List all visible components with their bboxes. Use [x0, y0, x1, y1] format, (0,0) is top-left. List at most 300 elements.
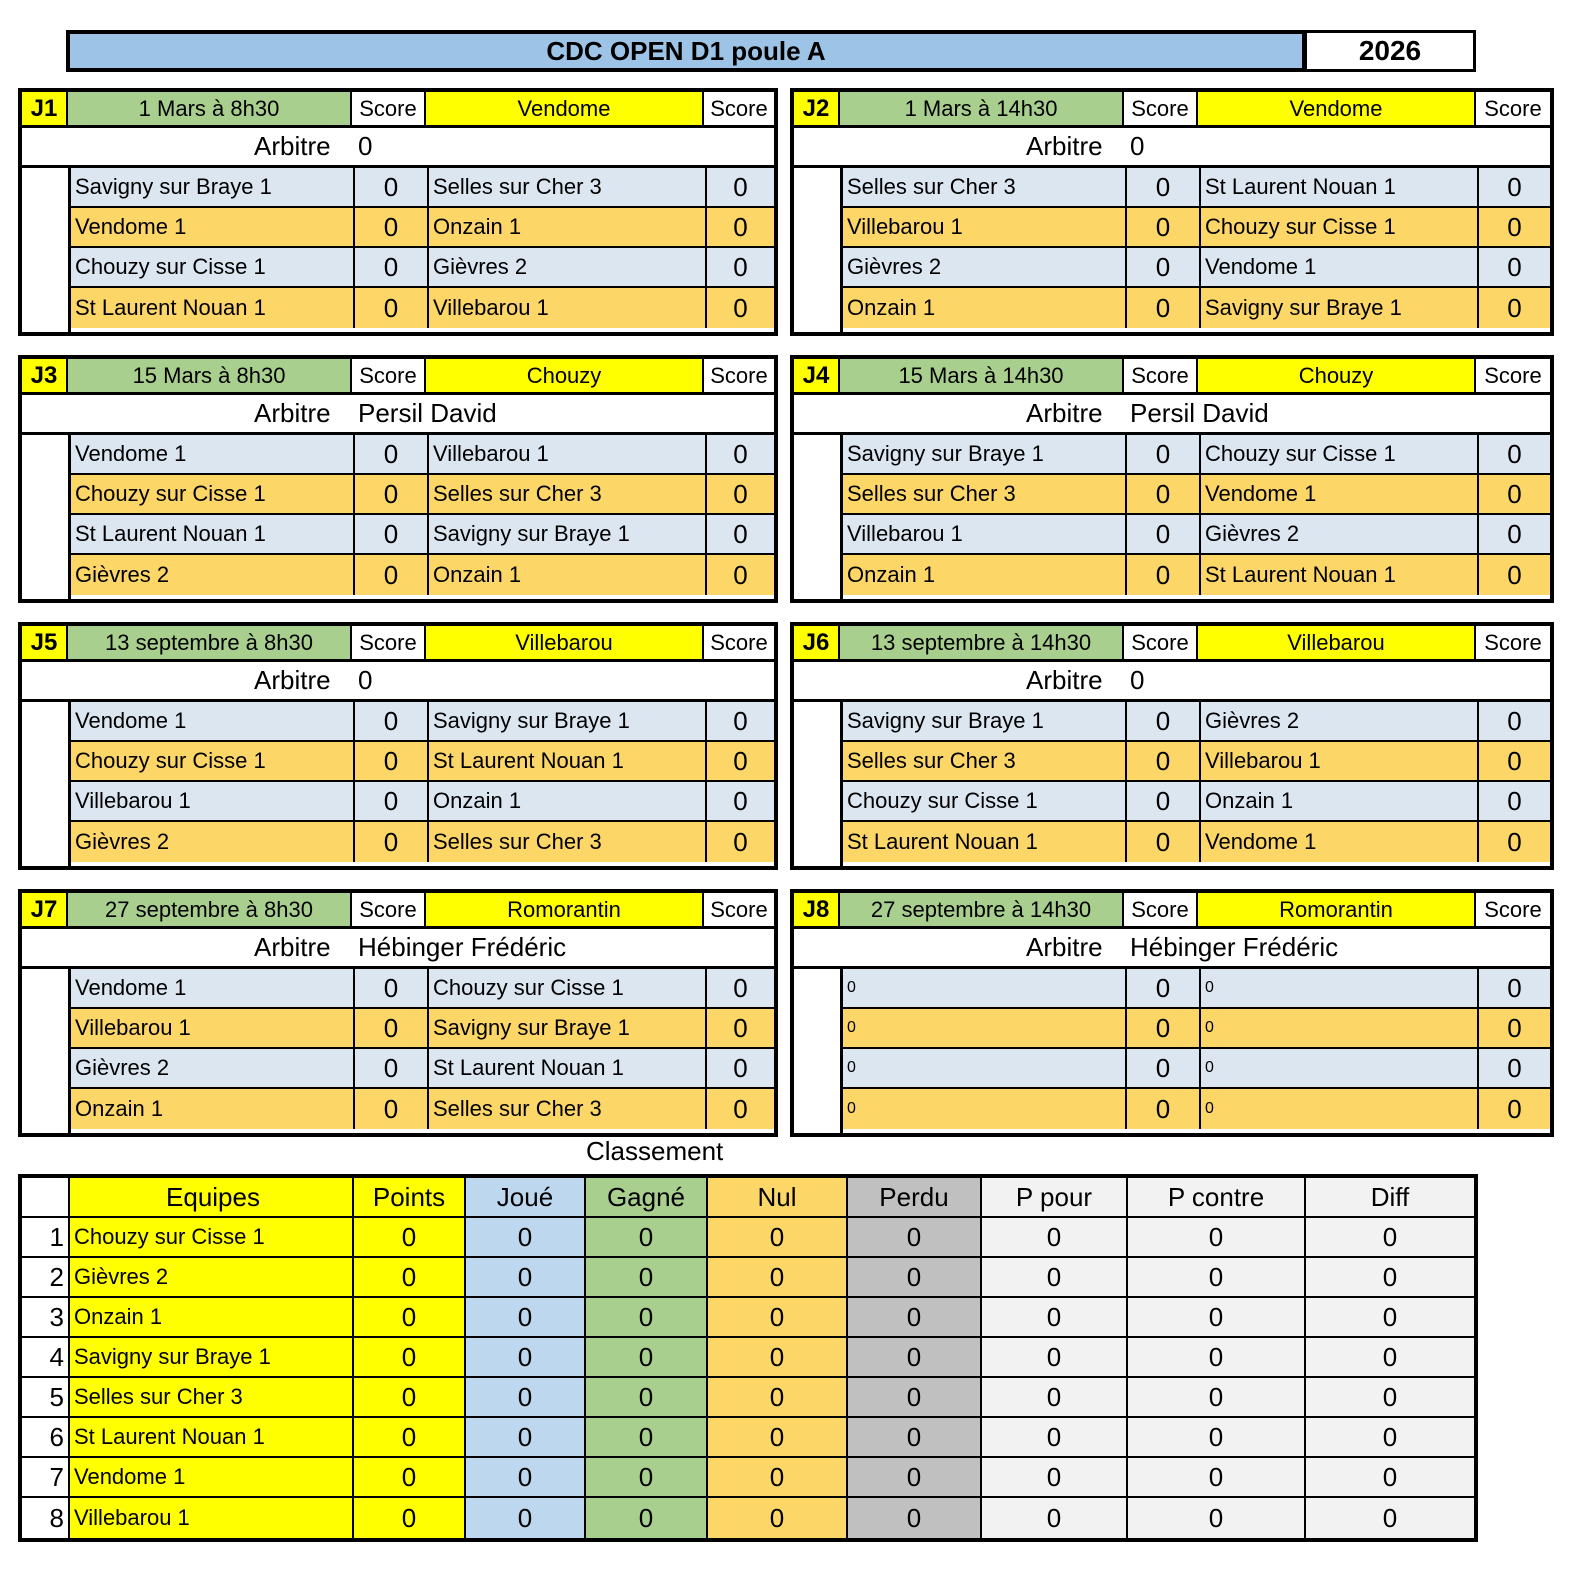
- arbitre-row: [794, 128, 1550, 168]
- rank-cell: 3: [22, 1298, 70, 1336]
- diff-cell: 0: [1306, 1298, 1474, 1336]
- score-header: Score: [352, 626, 426, 659]
- away-score: 0: [707, 1089, 774, 1129]
- home-team: Onzain 1: [71, 1089, 355, 1129]
- rank-cell: 6: [22, 1418, 70, 1456]
- match-row: [71, 1089, 774, 1129]
- home-score: 0: [1127, 435, 1201, 473]
- away-score: 0: [707, 515, 774, 553]
- gagne-cell: 0: [586, 1258, 708, 1296]
- day-number: J4: [794, 359, 840, 392]
- diff-cell: 0: [1306, 1378, 1474, 1416]
- score-header: Score: [704, 92, 774, 125]
- day-venue: Chouzy: [1198, 359, 1476, 392]
- gagne-cell: 0: [586, 1218, 708, 1256]
- col-header-p-contre: P contre: [1128, 1178, 1306, 1216]
- match-day-header: [794, 359, 1550, 395]
- score-header: Score: [1476, 893, 1550, 926]
- match-row: [843, 702, 1550, 742]
- nul-cell: 0: [708, 1338, 848, 1376]
- p-pour-cell: 0: [982, 1458, 1128, 1496]
- match-row: [71, 782, 774, 822]
- match-row: [71, 1009, 774, 1049]
- home-score: 0: [355, 248, 429, 286]
- arbitre-name: Hébinger Frédéric: [1130, 932, 1339, 962]
- standings-row: [22, 1498, 1474, 1538]
- away-team: Gièvres 2: [1201, 515, 1479, 553]
- matches-list: [68, 168, 774, 332]
- away-score: 0: [1479, 782, 1550, 820]
- score-header: Score: [704, 626, 774, 659]
- score-header: Score: [1476, 92, 1550, 125]
- p-contre-cell: 0: [1128, 1298, 1306, 1336]
- match-row: [843, 1089, 1550, 1129]
- rank-cell: 4: [22, 1338, 70, 1376]
- match-day-header: [794, 893, 1550, 929]
- home-score: 0: [355, 555, 429, 595]
- col-header-diff: Diff: [1306, 1178, 1474, 1216]
- away-team: Onzain 1: [429, 555, 707, 595]
- home-team: Selles sur Cher 3: [843, 742, 1127, 780]
- col-header-nul: Nul: [708, 1178, 848, 1216]
- match-row: [843, 288, 1550, 328]
- away-score: 0: [1479, 288, 1550, 328]
- score-header: Score: [1124, 359, 1198, 392]
- home-score: 0: [1127, 782, 1201, 820]
- home-team: Savigny sur Braye 1: [843, 702, 1127, 740]
- away-team: St Laurent Nouan 1: [429, 742, 707, 780]
- home-team: Gièvres 2: [71, 1049, 355, 1087]
- home-score: 0: [1127, 168, 1201, 206]
- away-team: Savigny sur Braye 1: [1201, 288, 1479, 328]
- home-score: 0: [1127, 515, 1201, 553]
- home-team: Villebarou 1: [71, 1009, 355, 1047]
- match-day-block: [18, 355, 778, 603]
- home-score: 0: [355, 435, 429, 473]
- day-number: J3: [22, 359, 68, 392]
- score-header: Score: [1124, 626, 1198, 659]
- team-cell: Onzain 1: [70, 1298, 354, 1336]
- score-header: Score: [352, 893, 426, 926]
- points-cell: 0: [354, 1298, 466, 1336]
- away-team: Selles sur Cher 3: [429, 1089, 707, 1129]
- home-score: 0: [1127, 969, 1201, 1007]
- home-team: 0: [843, 1049, 1127, 1087]
- diff-cell: 0: [1306, 1338, 1474, 1376]
- arbitre-label: Arbitre: [1026, 131, 1103, 161]
- points-cell: 0: [354, 1378, 466, 1416]
- away-team: 0: [1201, 969, 1479, 1007]
- joue-cell: 0: [466, 1298, 586, 1336]
- away-team: Onzain 1: [429, 782, 707, 820]
- nul-cell: 0: [708, 1458, 848, 1496]
- home-team: Chouzy sur Cisse 1: [71, 742, 355, 780]
- home-team: Chouzy sur Cisse 1: [843, 782, 1127, 820]
- home-score: 0: [355, 475, 429, 513]
- match-row: [843, 969, 1550, 1009]
- arbitre-name: 0: [1130, 131, 1145, 161]
- diff-cell: 0: [1306, 1218, 1474, 1256]
- p-contre-cell: 0: [1128, 1378, 1306, 1416]
- home-score: 0: [1127, 288, 1201, 328]
- col-header-joue: Joué: [466, 1178, 586, 1216]
- day-venue: Villebarou: [1198, 626, 1476, 659]
- day-date: 15 Mars à 14h30: [840, 359, 1124, 392]
- match-row: [843, 555, 1550, 595]
- day-venue: Romorantin: [426, 893, 704, 926]
- match-row: [71, 1049, 774, 1089]
- arbitre-row: [794, 395, 1550, 435]
- matches-list: [68, 969, 774, 1133]
- day-number: J8: [794, 893, 840, 926]
- home-team: Onzain 1: [843, 555, 1127, 595]
- home-team: Savigny sur Braye 1: [843, 435, 1127, 473]
- day-date: 27 septembre à 8h30: [68, 893, 352, 926]
- perdu-cell: 0: [848, 1418, 982, 1456]
- p-contre-cell: 0: [1128, 1418, 1306, 1456]
- away-team: Savigny sur Braye 1: [429, 515, 707, 553]
- home-score: 0: [1127, 1009, 1201, 1047]
- standings-row: [22, 1338, 1474, 1378]
- home-team: Vendome 1: [71, 969, 355, 1007]
- joue-cell: 0: [466, 1338, 586, 1376]
- p-contre-cell: 0: [1128, 1458, 1306, 1496]
- away-score: 0: [1479, 208, 1550, 246]
- away-score: 0: [707, 475, 774, 513]
- day-date: 1 Mars à 8h30: [68, 92, 352, 125]
- p-contre-cell: 0: [1128, 1218, 1306, 1256]
- diff-cell: 0: [1306, 1258, 1474, 1296]
- away-score: 0: [1479, 742, 1550, 780]
- away-team: Chouzy sur Cisse 1: [1201, 208, 1479, 246]
- home-score: 0: [1127, 1049, 1201, 1087]
- diff-cell: 0: [1306, 1498, 1474, 1538]
- score-header: Score: [1476, 359, 1550, 392]
- away-score: 0: [1479, 475, 1550, 513]
- standings-row: [22, 1298, 1474, 1338]
- points-cell: 0: [354, 1458, 466, 1496]
- rank-cell: 1: [22, 1218, 70, 1256]
- away-team: Vendome 1: [1201, 822, 1479, 862]
- away-team: 0: [1201, 1089, 1479, 1129]
- day-venue: Vendome: [1198, 92, 1476, 125]
- match-row: [71, 248, 774, 288]
- points-cell: 0: [354, 1418, 466, 1456]
- home-score: 0: [1127, 248, 1201, 286]
- match-row: [71, 435, 774, 475]
- away-team: Selles sur Cher 3: [429, 822, 707, 862]
- nul-cell: 0: [708, 1298, 848, 1336]
- year-box: [1304, 30, 1476, 72]
- arbitre-name: 0: [358, 665, 373, 695]
- away-team: Vendome 1: [1201, 475, 1479, 513]
- standings-row: [22, 1418, 1474, 1458]
- home-score: 0: [355, 515, 429, 553]
- points-cell: 0: [354, 1218, 466, 1256]
- col-header-perdu: Perdu: [848, 1178, 982, 1216]
- home-team: Selles sur Cher 3: [843, 168, 1127, 206]
- match-day-header: [22, 893, 774, 929]
- col-header-p-pour: P pour: [982, 1178, 1128, 1216]
- arbitre-name: 0: [1130, 665, 1145, 695]
- team-cell: Chouzy sur Cisse 1: [70, 1218, 354, 1256]
- nul-cell: 0: [708, 1378, 848, 1416]
- away-team: St Laurent Nouan 1: [1201, 168, 1479, 206]
- home-team: 0: [843, 1009, 1127, 1047]
- rank-header: [22, 1178, 70, 1216]
- away-team: 0: [1201, 1009, 1479, 1047]
- matches-list: [840, 969, 1550, 1133]
- away-score: 0: [707, 702, 774, 740]
- gagne-cell: 0: [586, 1298, 708, 1336]
- away-score: 0: [1479, 702, 1550, 740]
- joue-cell: 0: [466, 1498, 586, 1538]
- arbitre-label: Arbitre: [254, 932, 331, 962]
- standings-row: [22, 1458, 1474, 1498]
- home-team: Villebarou 1: [843, 208, 1127, 246]
- home-team: Onzain 1: [843, 288, 1127, 328]
- match-row: [71, 168, 774, 208]
- gagne-cell: 0: [586, 1378, 708, 1416]
- match-row: [71, 702, 774, 742]
- classement-title: Classement: [586, 1136, 724, 1166]
- match-row: [843, 742, 1550, 782]
- home-score: 0: [355, 208, 429, 246]
- away-score: 0: [707, 208, 774, 246]
- home-score: 0: [355, 969, 429, 1007]
- arbitre-label: Arbitre: [1026, 932, 1103, 962]
- team-cell: Savigny sur Braye 1: [70, 1338, 354, 1376]
- match-day-header: [794, 92, 1550, 128]
- arbitre-row: [794, 929, 1550, 969]
- arbitre-label: Arbitre: [1026, 665, 1103, 695]
- away-team: Chouzy sur Cisse 1: [1201, 435, 1479, 473]
- diff-cell: 0: [1306, 1458, 1474, 1496]
- score-header: Score: [704, 359, 774, 392]
- joue-cell: 0: [466, 1458, 586, 1496]
- away-score: 0: [707, 969, 774, 1007]
- day-number: J7: [22, 893, 68, 926]
- score-header: Score: [704, 893, 774, 926]
- match-row: [843, 782, 1550, 822]
- perdu-cell: 0: [848, 1258, 982, 1296]
- day-venue: Chouzy: [426, 359, 704, 392]
- away-score: 0: [707, 1009, 774, 1047]
- matches-list: [68, 435, 774, 599]
- match-row: [71, 288, 774, 328]
- match-day-block: [18, 622, 778, 870]
- score-header: Score: [352, 92, 426, 125]
- matches-list: [68, 702, 774, 866]
- arbitre-label: Arbitre: [254, 665, 331, 695]
- p-pour-cell: 0: [982, 1418, 1128, 1456]
- match-row: [71, 515, 774, 555]
- home-score: 0: [355, 782, 429, 820]
- home-team: Villebarou 1: [843, 515, 1127, 553]
- nul-cell: 0: [708, 1218, 848, 1256]
- day-number: J1: [22, 92, 68, 125]
- away-score: 0: [707, 742, 774, 780]
- away-score: 0: [707, 435, 774, 473]
- rank-cell: 5: [22, 1378, 70, 1416]
- home-team: St Laurent Nouan 1: [843, 822, 1127, 862]
- away-team: St Laurent Nouan 1: [1201, 555, 1479, 595]
- home-score: 0: [355, 288, 429, 328]
- p-pour-cell: 0: [982, 1218, 1128, 1256]
- away-team: Selles sur Cher 3: [429, 168, 707, 206]
- col-header-equipes: Equipes: [70, 1178, 354, 1216]
- match-row: [71, 555, 774, 595]
- away-team: Selles sur Cher 3: [429, 475, 707, 513]
- home-score: 0: [1127, 475, 1201, 513]
- arbitre-label: Arbitre: [254, 398, 331, 428]
- sheet-title-text: CDC OPEN D1 poule A: [546, 35, 826, 66]
- away-score: 0: [707, 782, 774, 820]
- home-team: St Laurent Nouan 1: [71, 515, 355, 553]
- team-cell: St Laurent Nouan 1: [70, 1418, 354, 1456]
- day-date: 27 septembre à 14h30: [840, 893, 1124, 926]
- day-number: J2: [794, 92, 840, 125]
- p-contre-cell: 0: [1128, 1338, 1306, 1376]
- match-day-block: [18, 88, 778, 336]
- match-day-block: [790, 889, 1554, 1137]
- arbitre-row: [22, 128, 774, 168]
- p-pour-cell: 0: [982, 1378, 1128, 1416]
- match-day-header: [22, 359, 774, 395]
- rank-cell: 7: [22, 1458, 70, 1496]
- away-score: 0: [1479, 1089, 1550, 1129]
- perdu-cell: 0: [848, 1298, 982, 1336]
- home-team: Vendome 1: [71, 208, 355, 246]
- arbitre-name: Persil David: [358, 398, 497, 428]
- team-cell: Gièvres 2: [70, 1258, 354, 1296]
- match-row: [71, 208, 774, 248]
- match-row: [843, 1009, 1550, 1049]
- p-pour-cell: 0: [982, 1298, 1128, 1336]
- standings-body: [22, 1218, 1474, 1538]
- away-score: 0: [1479, 248, 1550, 286]
- match-row: [843, 435, 1550, 475]
- away-team: Savigny sur Braye 1: [429, 702, 707, 740]
- match-row: [71, 822, 774, 862]
- home-team: Chouzy sur Cisse 1: [71, 475, 355, 513]
- home-team: Gièvres 2: [71, 822, 355, 862]
- away-team: Onzain 1: [429, 208, 707, 246]
- points-cell: 0: [354, 1338, 466, 1376]
- day-date: 13 septembre à 14h30: [840, 626, 1124, 659]
- matches-list: [840, 702, 1550, 866]
- match-row: [843, 515, 1550, 555]
- team-cell: Vendome 1: [70, 1458, 354, 1496]
- score-header: Score: [1124, 92, 1198, 125]
- home-team: Gièvres 2: [71, 555, 355, 595]
- arbitre-name: Persil David: [1130, 398, 1269, 428]
- away-score: 0: [707, 288, 774, 328]
- year-text: 2026: [1358, 35, 1422, 66]
- points-cell: 0: [354, 1498, 466, 1538]
- away-score: 0: [1479, 555, 1550, 595]
- match-day-header: [22, 626, 774, 662]
- away-score: 0: [1479, 168, 1550, 206]
- score-header: Score: [1124, 893, 1198, 926]
- rank-cell: 2: [22, 1258, 70, 1296]
- arbitre-row: [22, 662, 774, 702]
- away-score: 0: [707, 1049, 774, 1087]
- away-score: 0: [707, 248, 774, 286]
- home-team: 0: [843, 969, 1127, 1007]
- p-pour-cell: 0: [982, 1338, 1128, 1376]
- day-date: 1 Mars à 14h30: [840, 92, 1124, 125]
- points-cell: 0: [354, 1258, 466, 1296]
- rank-cell: 8: [22, 1498, 70, 1538]
- sheet-title: [66, 30, 1306, 72]
- perdu-cell: 0: [848, 1338, 982, 1376]
- away-team: Savigny sur Braye 1: [429, 1009, 707, 1047]
- match-row: [843, 248, 1550, 288]
- home-team: Selles sur Cher 3: [843, 475, 1127, 513]
- arbitre-name: 0: [358, 131, 373, 161]
- home-team: Vendome 1: [71, 435, 355, 473]
- gagne-cell: 0: [586, 1498, 708, 1538]
- home-score: 0: [355, 1089, 429, 1129]
- perdu-cell: 0: [848, 1458, 982, 1496]
- away-team: 0: [1201, 1049, 1479, 1087]
- away-score: 0: [707, 168, 774, 206]
- away-team: Villebarou 1: [429, 435, 707, 473]
- joue-cell: 0: [466, 1218, 586, 1256]
- perdu-cell: 0: [848, 1218, 982, 1256]
- away-team: Gièvres 2: [1201, 702, 1479, 740]
- home-team: Chouzy sur Cisse 1: [71, 248, 355, 286]
- arbitre-row: [22, 929, 774, 969]
- nul-cell: 0: [708, 1498, 848, 1538]
- matches-list: [840, 168, 1550, 332]
- away-score: 0: [707, 555, 774, 595]
- perdu-cell: 0: [848, 1498, 982, 1538]
- match-day-header: [794, 626, 1550, 662]
- home-team: Vendome 1: [71, 702, 355, 740]
- team-cell: Selles sur Cher 3: [70, 1378, 354, 1416]
- arbitre-row: [22, 395, 774, 435]
- day-venue: Villebarou: [426, 626, 704, 659]
- joue-cell: 0: [466, 1378, 586, 1416]
- away-team: St Laurent Nouan 1: [429, 1049, 707, 1087]
- standings-row: [22, 1378, 1474, 1418]
- p-pour-cell: 0: [982, 1498, 1128, 1538]
- match-row: [843, 208, 1550, 248]
- home-score: 0: [1127, 742, 1201, 780]
- perdu-cell: 0: [848, 1378, 982, 1416]
- gagne-cell: 0: [586, 1458, 708, 1496]
- match-day-block: [790, 355, 1554, 603]
- match-row: [843, 475, 1550, 515]
- home-team: St Laurent Nouan 1: [71, 288, 355, 328]
- home-score: 0: [355, 702, 429, 740]
- match-row: [843, 168, 1550, 208]
- away-score: 0: [1479, 1049, 1550, 1087]
- match-row: [71, 742, 774, 782]
- home-score: 0: [1127, 822, 1201, 862]
- away-score: 0: [1479, 822, 1550, 862]
- home-team: Villebarou 1: [71, 782, 355, 820]
- home-score: 0: [355, 1009, 429, 1047]
- nul-cell: 0: [708, 1418, 848, 1456]
- away-team: Gièvres 2: [429, 248, 707, 286]
- day-venue: Vendome: [426, 92, 704, 125]
- match-day-header: [22, 92, 774, 128]
- home-team: Savigny sur Braye 1: [71, 168, 355, 206]
- arbitre-label: Arbitre: [254, 131, 331, 161]
